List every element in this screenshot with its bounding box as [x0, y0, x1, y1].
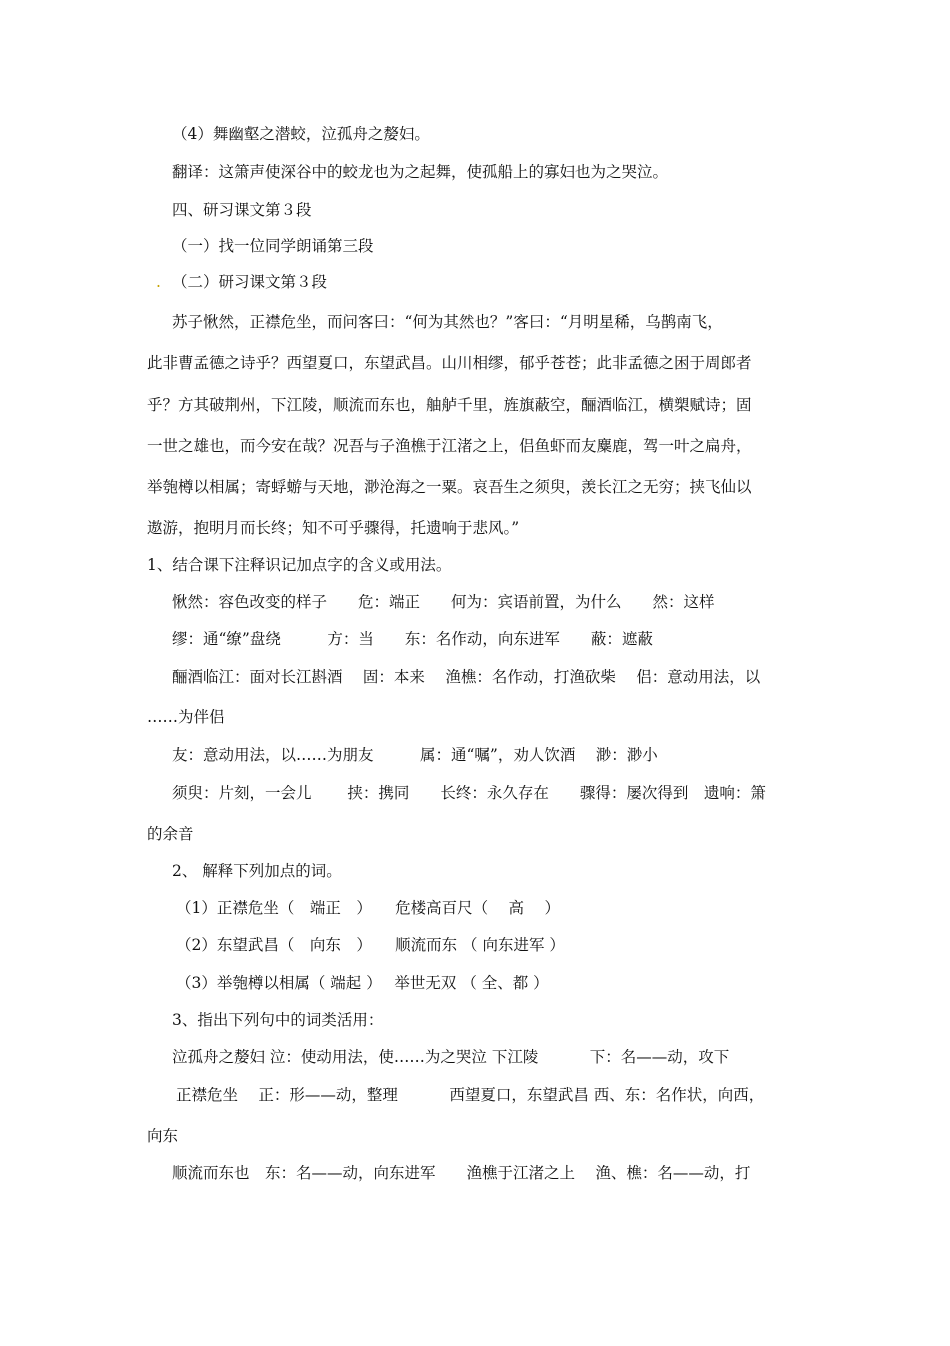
note-line: 的余音 [147, 825, 194, 843]
passage-line: 举匏樽以相属；寄蜉蝣与天地，渺沧海之一粟。哀吾生之须臾，羡长江之无穷；挟飞仙以 [147, 478, 752, 496]
note-line: 酾酒临江：面对长江斟酒 固：本来 渔樵：名作动，打渔砍柴 侣：意动用法，以 [172, 668, 761, 686]
section-heading: 四、研习课文第３段 [172, 201, 312, 219]
note-line: 须臾：片刻，一会儿 挟：携同 长终：永久存在 骤得：屡次得到 遗响：箫 [172, 784, 766, 802]
text-line: 翻译：这箫声使深谷中的蛟龙也为之起舞，使孤船上的寡妇也为之哭泣。 [172, 163, 669, 181]
exercise-heading: 2、 解释下列加点的词。 [172, 862, 342, 880]
passage-line: 遨游，抱明月而长终；知不可乎骤得，托遗响于悲风。” [147, 519, 520, 537]
exercise-item: 顺流而东也 东：名——动，向东进军 渔樵于江渚之上 渔、樵：名——动，打 [172, 1164, 751, 1182]
exercise-item: （3）举匏樽以相属（ 端起 ） 举世无双 （ 全、都 ） [176, 974, 549, 992]
note-line: 缪：通“缭”盘绕 方：当 东：名作动，向东进军 蔽：遮蔽 [172, 630, 653, 648]
exercise-item: （2）东望武昌（ 向东 ） 顺流而东 （ 向东进军 ） [176, 936, 565, 954]
exercise-item: 向东 [147, 1127, 179, 1145]
text-line: （4）舞幽壑之潜蛟，泣孤舟之嫠妇。 [172, 125, 430, 143]
passage-line: 乎？方其破荆州，下江陵，顺流而东也，舳舻千里，旌旗蔽空，酾酒临江，横槊赋诗；固 [147, 396, 752, 414]
exercise-item: 正襟危坐 正：形——动，整理 西望夏口，东望武昌 西、东：名作状，向西， [176, 1086, 765, 1104]
subsection-heading: （一）找一位同学朗诵第三段 [172, 237, 374, 255]
stray-mark: . [156, 273, 161, 291]
note-line: ……为伴侣 [147, 708, 225, 726]
exercise-heading: 1、结合课下注释识记加点字的含义或用法。 [147, 556, 452, 574]
exercise-item: 泣孤舟之嫠妇 泣：使动用法，使……为之哭泣 下江陵 下：名——动，攻下 [172, 1048, 730, 1066]
passage-line: 苏子愀然，正襟危坐，而问客曰：“何为其然也？”客曰：“月明星稀，乌鹊南飞， [172, 313, 723, 331]
passage-line: 此非曹孟德之诗乎？西望夏口，东望武昌。山川相缪，郁乎苍苍；此非孟德之困于周郎者 [147, 354, 752, 372]
note-line: 友：意动用法，以……为朋友 属：通“嘱”，劝人饮酒 渺：渺小 [172, 746, 658, 764]
subsection-heading: （二）研习课文第３段 [172, 273, 328, 291]
exercise-heading: 3、指出下列句中的词类活用： [172, 1011, 384, 1029]
passage-line: 一世之雄也，而今安在哉？况吾与子渔樵于江渚之上，侣鱼虾而友麋鹿，驾一叶之扁舟， [147, 437, 752, 455]
note-line: 愀然：容色改变的样子 危：端正 何为：宾语前置，为什么 然：这样 [172, 593, 715, 611]
exercise-item: （1）正襟危坐（ 端正 ） 危楼高百尺（ 高 ） [176, 899, 560, 917]
